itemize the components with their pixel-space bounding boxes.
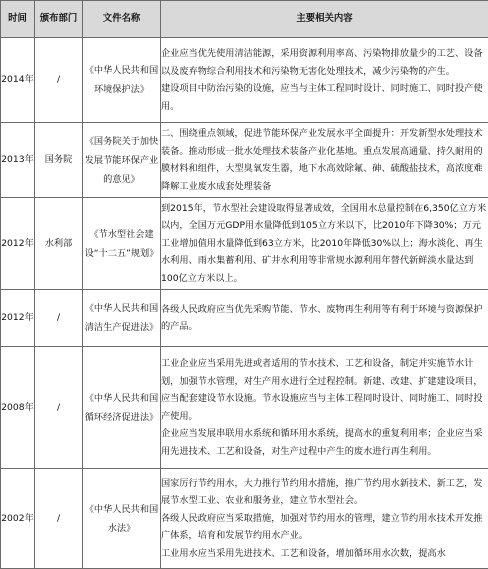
dept-cell: / <box>35 38 83 123</box>
content-paragraph: 各级人民政府应当优先采购节能、节水、废物再生利用等有利于环境与资源保护的产品。 <box>161 301 488 336</box>
year-cell: 2013年 <box>1 123 35 198</box>
file-name-cell: 《中华人民共和国清洁生产促进法》 <box>83 290 161 347</box>
dept-cell: / <box>35 469 83 569</box>
content-paragraph: 到2015年，节水型社会建设取得显著成效，全国用水总量控制在6,350亿立方米以内，全国万元GDP用水量降低到105立方米以下，比2010年下降30%；万元工业增加值用水量降低到63立方米，比2010年降低30%以上；海水淡化、再生水利用、雨水集蓄利用、矿井水利用等非常规水源利用年替代新鲜淡水量达到100亿立方米以上。 <box>161 200 488 288</box>
file-name-cell: 《国务院关于加快发展节能环保产业的意见》 <box>83 123 161 198</box>
year-cell: 2002年 <box>1 469 35 569</box>
content-paragraph: 企业应当发展串联用水系统和循环用水系统，提高水的重复利用率；企业应当采用先进技术、工艺和设备，对生产过程中产生的废水进行再生利用。 <box>161 425 488 460</box>
header-row <box>1 1 488 38</box>
table-row <box>1 38 488 123</box>
content-paragraph: 各级人民政府应当采取措施，加强对节约用水的管理，建立节约用水技术开发推广体系，培育和发展节约用水产业。 <box>161 510 488 545</box>
content-paragraph: 二、围绕重点领域，促进节能环保产业发展水平全面提升：开发新型水处理技术装备。推动形成一批水处理技术装备产业化基地。重点发展高通量、持久耐用的膜材料和组件，大型臭氧发生器，地下水高效除氟、砷、硫酸盐技术，高浓度难降解工业废水成套处理装备 <box>161 125 488 195</box>
content-paragraph: 国家厉行节约用水，大力推行节约用水措施，推广节约用水新技术、新工艺，发展节水型工业、农业和服务业，建立节水型社会。 <box>161 475 488 510</box>
dept-cell: 国务院 <box>35 123 83 198</box>
file-name-cell: 《中华人民共和国水法》 <box>83 469 161 569</box>
header-content: 主要相关内容 <box>161 1 488 38</box>
content-cell <box>161 198 488 290</box>
dept-cell: / <box>35 290 83 347</box>
content-cell <box>161 123 488 198</box>
table-row <box>1 290 488 347</box>
table-row <box>1 198 488 290</box>
content-cell <box>161 347 488 469</box>
header-dept: 颁布部门 <box>35 1 83 38</box>
content-cell <box>161 38 488 123</box>
content-paragraph: 工业用水应当采用先进技术、工艺和设备，增加循环用水次数，提高水 <box>161 545 488 563</box>
content-paragraph: 企业应当优先使用清洁能源，采用资源利用率高、污染物排放量少的工艺、设备以及废弃物综合利用技术和污染物无害化处理技术，减少污染物的产生。 <box>161 45 488 80</box>
header-year: 时间 <box>1 1 35 38</box>
table-row <box>1 123 488 198</box>
file-name-cell: 《中华人民共和国环境保护法》 <box>83 38 161 123</box>
file-name-cell: 《节水型社会建设“十二五”规划》 <box>83 198 161 290</box>
content-paragraph: 工业企业应当采用先进或者适用的节水技术、工艺和设备，制定并实施节水计划，加强节水管理，对生产用水进行全过程控制。新建、改建、扩建建设项目，应当配套建设节水设施。节水设施应当与主体工程同时设计、同时施工、同时投产使用。 <box>161 355 488 425</box>
table-row <box>1 469 488 569</box>
year-cell: 2012年 <box>1 198 35 290</box>
dept-cell: / <box>35 347 83 469</box>
content-cell <box>161 469 488 569</box>
content-cell <box>161 290 488 347</box>
year-cell: 2014年 <box>1 38 35 123</box>
year-cell: 2008年 <box>1 347 35 469</box>
dept-cell: 水利部 <box>35 198 83 290</box>
content-paragraph: 建设项目中防治污染的设施，应当与主体工程同时设计、同时施工、同时投产使用。 <box>161 80 488 115</box>
table-row <box>1 347 488 469</box>
header-file: 文件名称 <box>83 1 161 38</box>
file-name-cell: 《中华人民共和国循环经济促进法》 <box>83 347 161 469</box>
year-cell: 2012年 <box>1 290 35 347</box>
